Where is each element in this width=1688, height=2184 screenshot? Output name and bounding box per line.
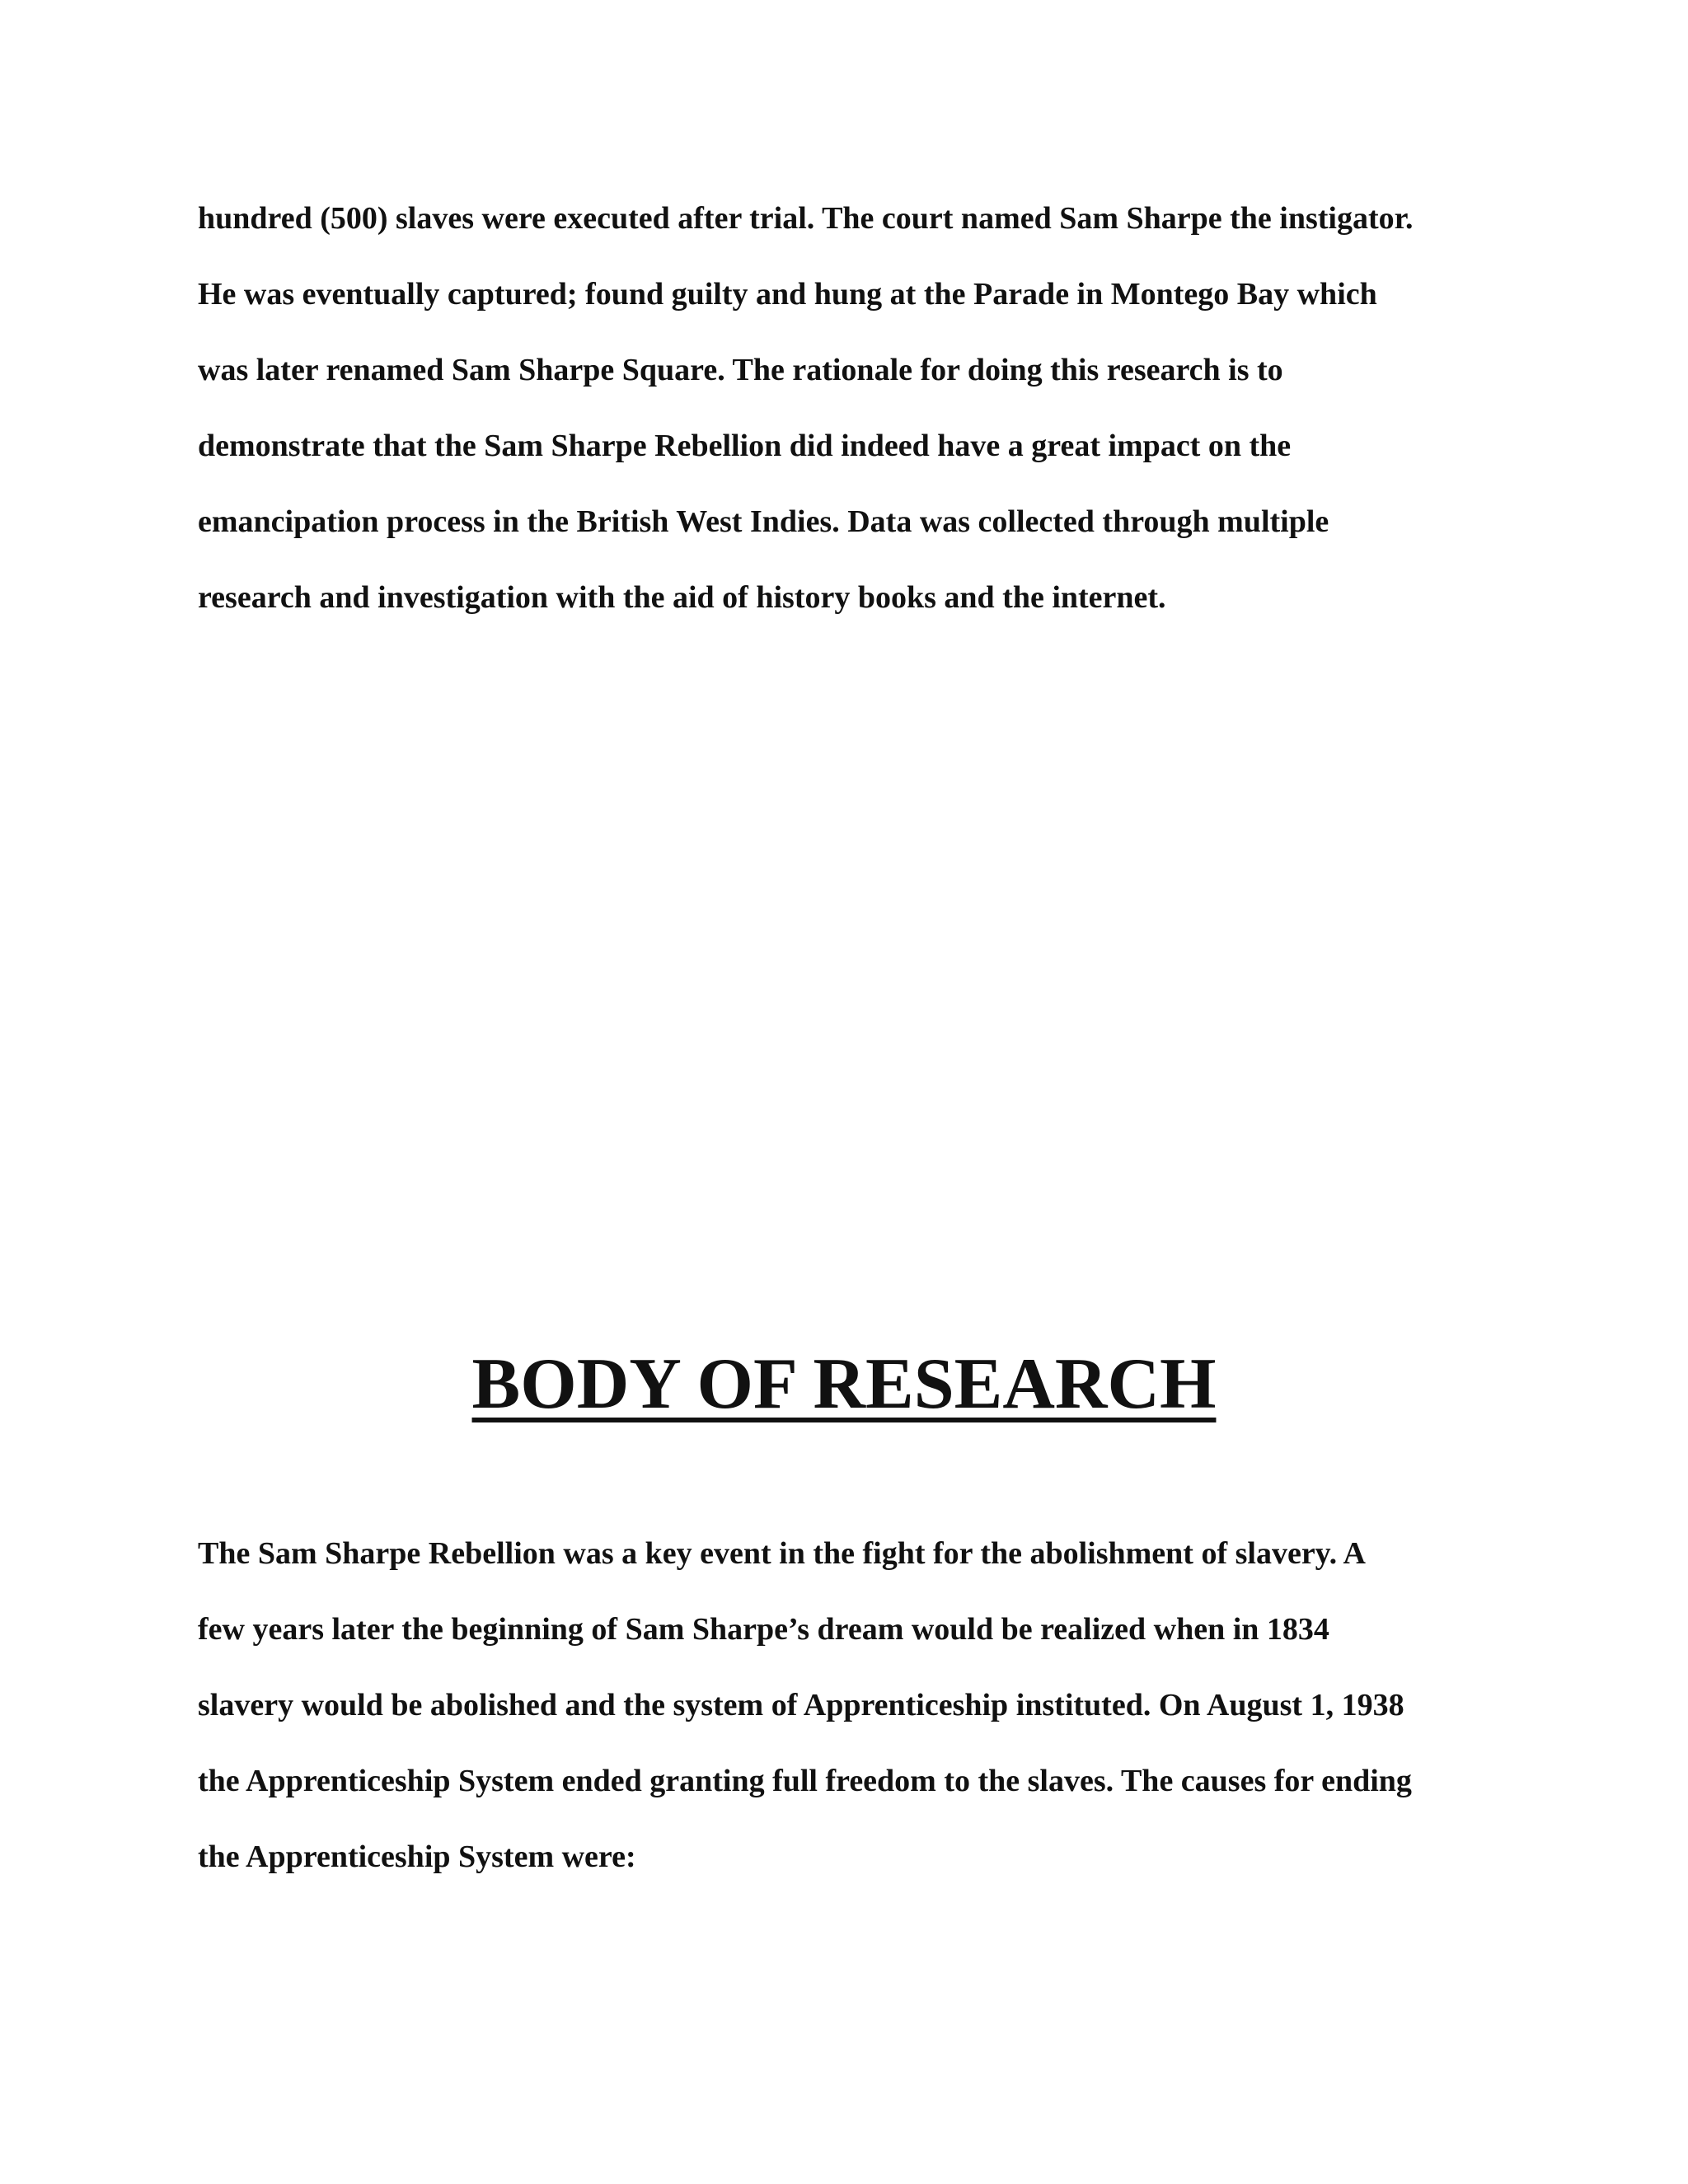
paragraph-line: demonstrate that the Sam Sharpe Rebellion did indeed have a great impact on the <box>198 429 1292 463</box>
section-heading: BODY OF RESEARCH <box>471 1344 1217 1424</box>
intro-paragraph <box>198 180 1517 635</box>
paragraph-line: the Apprenticeship System were: <box>198 1840 636 1874</box>
paragraph-line: few years later the beginning of Sam Sharpe’s dream would be realized when in 1834 <box>198 1612 1329 1647</box>
paragraph-line: slavery would be abolished and the system of Apprenticeship instituted. On August 1, 1938 <box>198 1688 1404 1722</box>
paragraph-line: research and investigation with the aid of history books and the internet. <box>198 580 1166 615</box>
paragraph-line: emancipation process in the British West Indies. Data was collected through multiple <box>198 504 1329 539</box>
paragraph-line: hundred (500) slaves were executed after trial. The court named Sam Sharpe the instigator. <box>198 201 1414 236</box>
paragraph-line: was later renamed Sam Sharpe Square. The rationale for doing this research is to <box>198 353 1283 387</box>
paragraph-line: The Sam Sharpe Rebellion was a key event in the fight for the abolishment of slavery. A <box>198 1536 1366 1571</box>
body-paragraph <box>198 1516 1517 1895</box>
paragraph-line: He was eventually captured; found guilty and hung at the Parade in Montego Bay which <box>198 277 1377 312</box>
paragraph-line: the Apprenticeship System ended granting full freedom to the slaves. The causes for ending <box>198 1764 1412 1798</box>
